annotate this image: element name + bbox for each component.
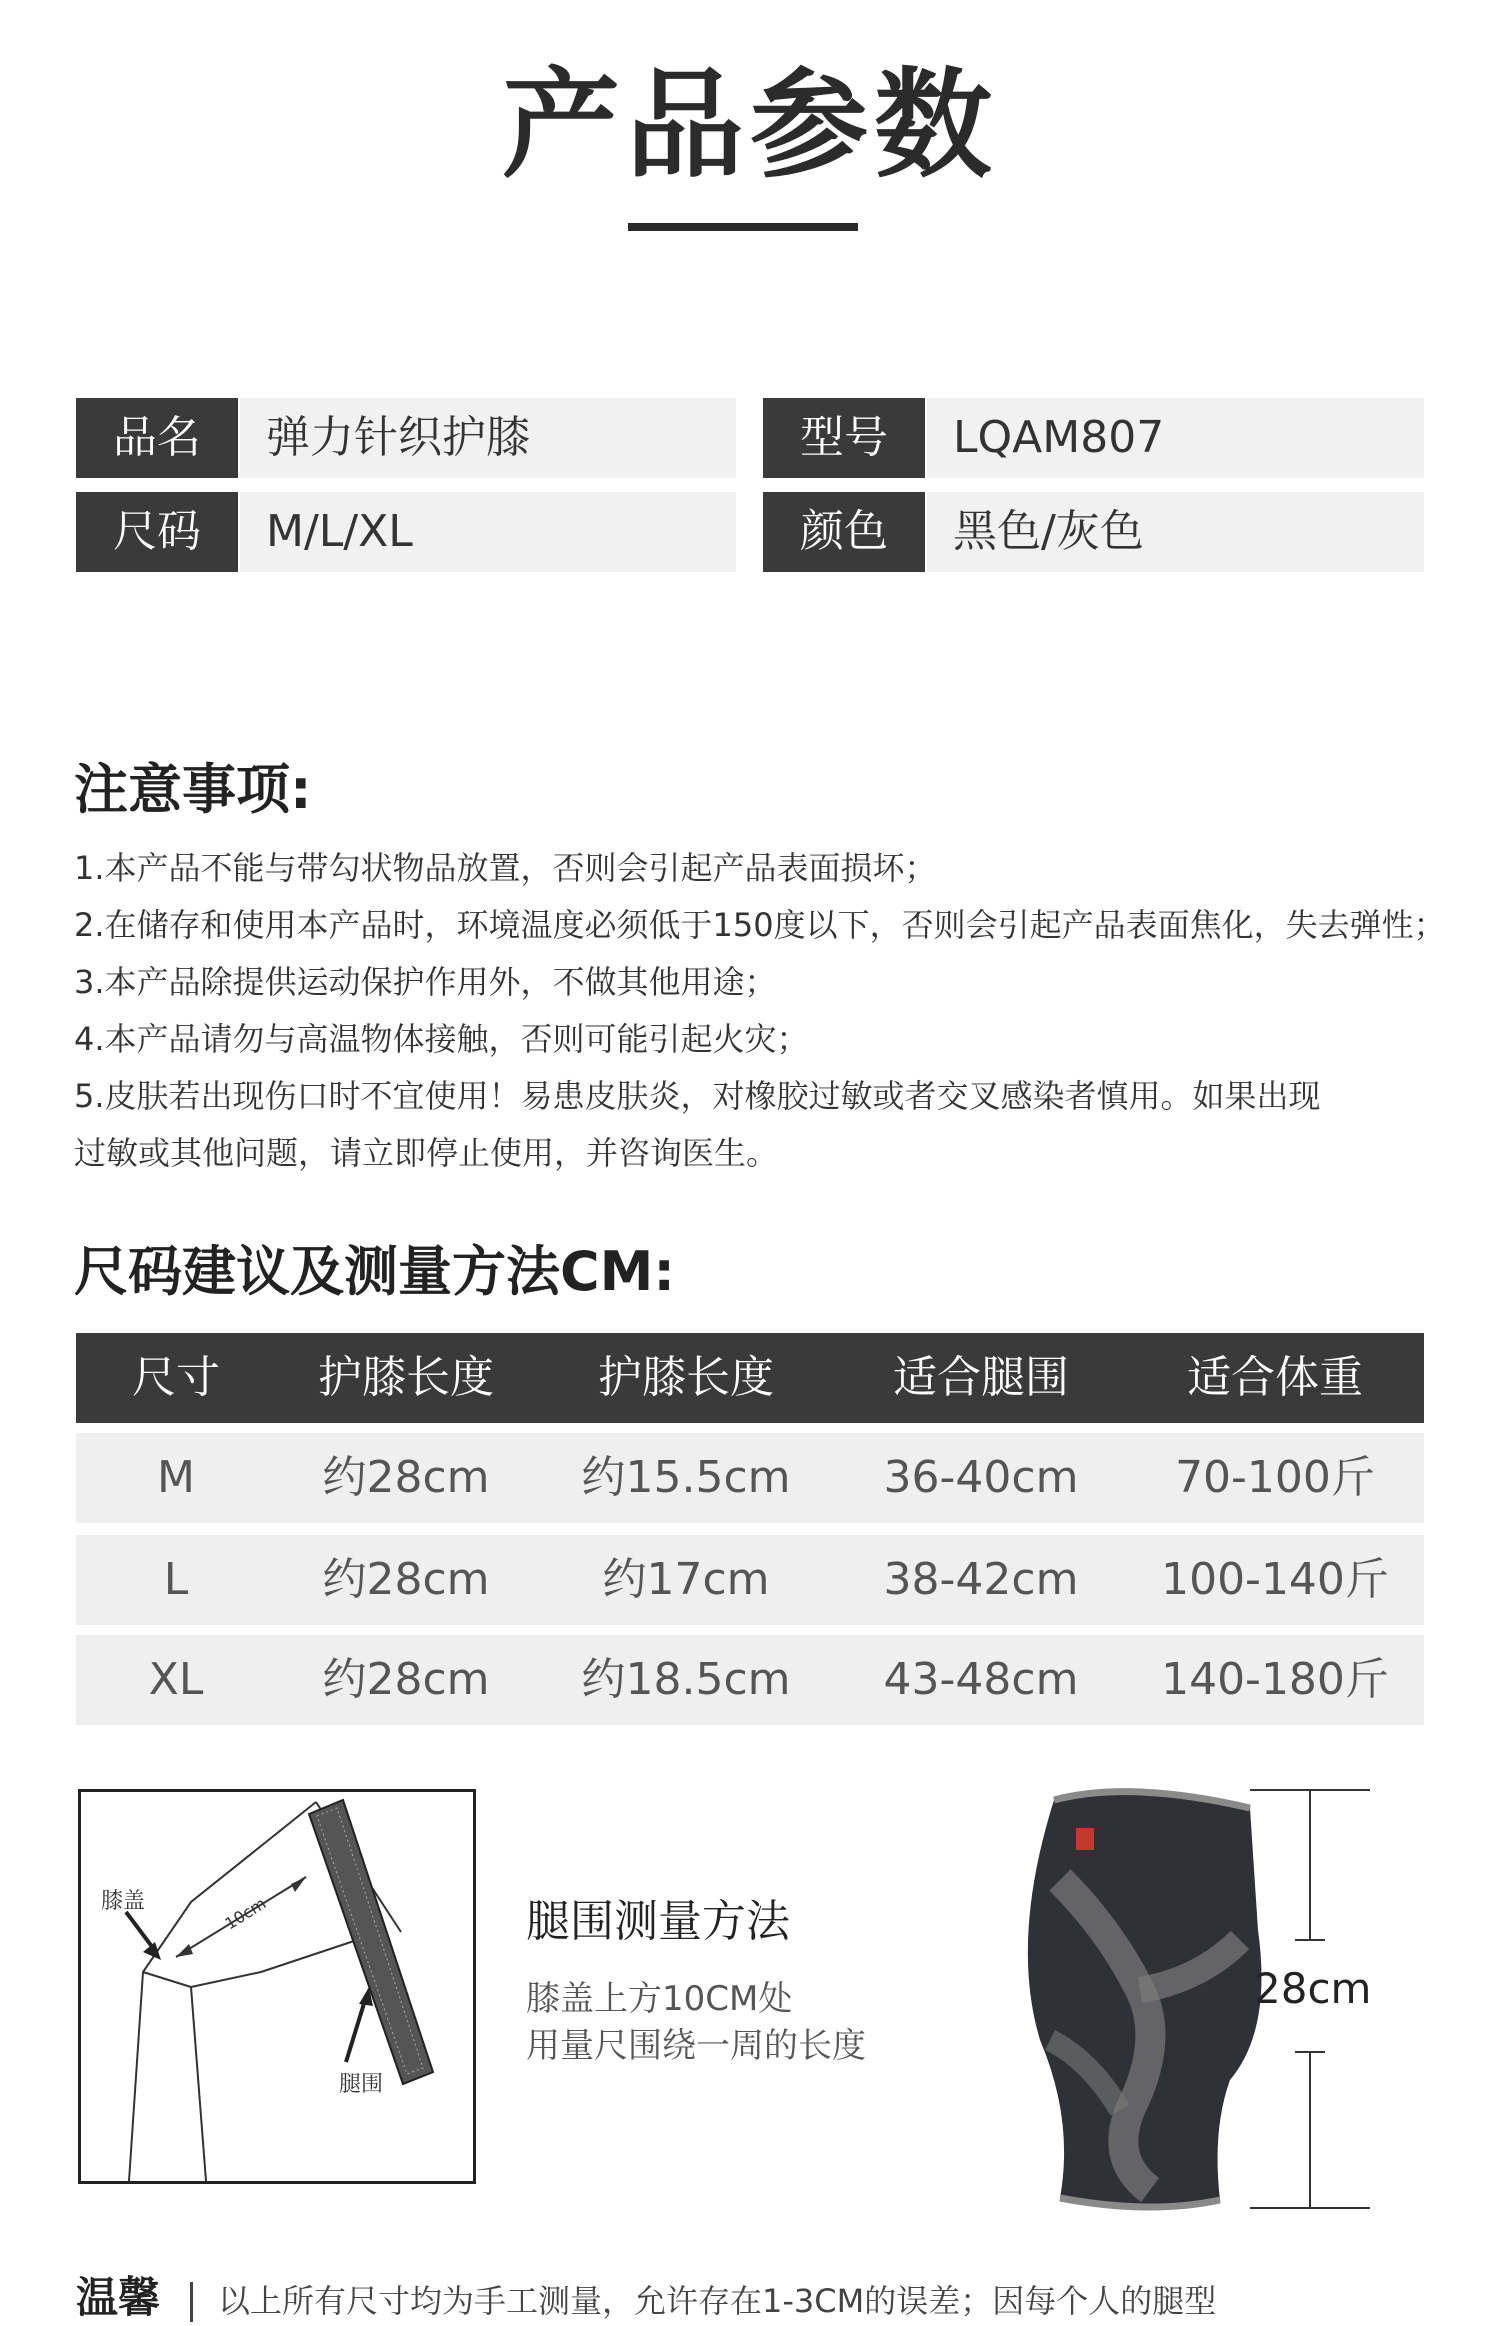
table-cell: 100-140斤 bbox=[1161, 1554, 1389, 1605]
table-cell: 38-42cm bbox=[883, 1554, 1079, 1605]
table-cell: 约28cm bbox=[322, 1654, 490, 1705]
size-table-header bbox=[76, 1333, 1424, 1423]
size-guide-heading: 尺码建议及测量方法CM: bbox=[74, 1240, 675, 1303]
table-cell: M bbox=[157, 1452, 195, 1503]
table-cell: 约18.5cm bbox=[581, 1654, 791, 1705]
size-value: M/L/XL bbox=[240, 492, 736, 572]
title-underline bbox=[628, 223, 858, 231]
page-title: 产品参数 bbox=[501, 56, 998, 194]
kneecap-label: 膝盖 bbox=[101, 1889, 146, 1914]
table-row bbox=[76, 1635, 1424, 1725]
product-name-label: 品名 bbox=[76, 398, 238, 478]
length-label: 28cm bbox=[1254, 1964, 1372, 2013]
table-cell: L bbox=[163, 1554, 189, 1605]
table-cell: 约15.5cm bbox=[581, 1452, 791, 1503]
note-item-1: 1.本产品不能与带勾状物品放置，否则会引起产品表面损坏； bbox=[74, 849, 937, 887]
leg-illustration bbox=[81, 1792, 473, 2181]
leg-label: 腿围 bbox=[339, 2072, 384, 2097]
footer-divider bbox=[190, 2282, 193, 2322]
color-value: 黑色/灰色 bbox=[927, 492, 1424, 572]
method-line-1: 膝盖上方10CM处 bbox=[526, 1979, 793, 2019]
note-item-3: 3.本产品除提供运动保护作用外，不做其他用途； bbox=[74, 963, 777, 1001]
method-line-2: 用量尺围绕一周的长度 bbox=[526, 2026, 866, 2066]
note-item-2: 2.在储存和使用本产品时，环境温度必须低于150度以下，否则会引起产品表面焦化，失去弹性； bbox=[74, 906, 1446, 944]
notes-heading: 注意事项: bbox=[74, 758, 312, 821]
header-leg-circumference: 适合腿围 bbox=[893, 1352, 1069, 1403]
table-cell: 140-180斤 bbox=[1161, 1654, 1389, 1705]
model-label: 型号 bbox=[763, 398, 925, 478]
distance-label: 10cm bbox=[221, 1893, 270, 1934]
footer-text: 以上所有尺寸均为手工测量，允许存在1-3CM的误差；因每个人的腿型 bbox=[218, 2282, 1217, 2320]
model-value: LQAM807 bbox=[927, 398, 1424, 478]
note-item-4: 4.本产品请勿与高温物体接触，否则可能引起火灾； bbox=[74, 1020, 809, 1058]
footer-heading: 温馨 bbox=[76, 2273, 161, 2322]
table-cell: 约17cm bbox=[602, 1554, 770, 1605]
table-cell: XL bbox=[148, 1654, 204, 1705]
table-cell: 36-40cm bbox=[883, 1452, 1079, 1503]
table-cell: 约28cm bbox=[322, 1452, 490, 1503]
tape-measure bbox=[309, 1800, 433, 2084]
header-knee-length: 护膝长度 bbox=[318, 1352, 494, 1403]
product-name-value: 弹力针织护膝 bbox=[240, 398, 736, 478]
measurement-diagram bbox=[78, 1789, 476, 2184]
header-size: 尺寸 bbox=[132, 1352, 220, 1403]
note-item-5: 5.皮肤若出现伤口时不宜使用！易患皮肤炎，对橡胶过敏或者交叉感染者慎用。如果出现 bbox=[74, 1077, 1321, 1115]
table-row bbox=[76, 1535, 1424, 1625]
note-item-5-cont: 过敏或其他问题，请立即停止使用，并咨询医生。 bbox=[74, 1134, 779, 1172]
table-cell: 约28cm bbox=[322, 1554, 490, 1605]
header-weight: 适合体重 bbox=[1187, 1352, 1363, 1403]
table-cell: 70-100斤 bbox=[1175, 1452, 1375, 1503]
brand-logo-icon bbox=[1076, 1828, 1094, 1850]
table-cell: 43-48cm bbox=[883, 1654, 1079, 1705]
method-title: 腿围测量方法 bbox=[526, 1896, 790, 1947]
size-label: 尺码 bbox=[76, 492, 238, 572]
header-knee-length-2: 护膝长度 bbox=[598, 1352, 774, 1403]
color-label: 颜色 bbox=[763, 492, 925, 572]
table-row bbox=[76, 1433, 1424, 1523]
